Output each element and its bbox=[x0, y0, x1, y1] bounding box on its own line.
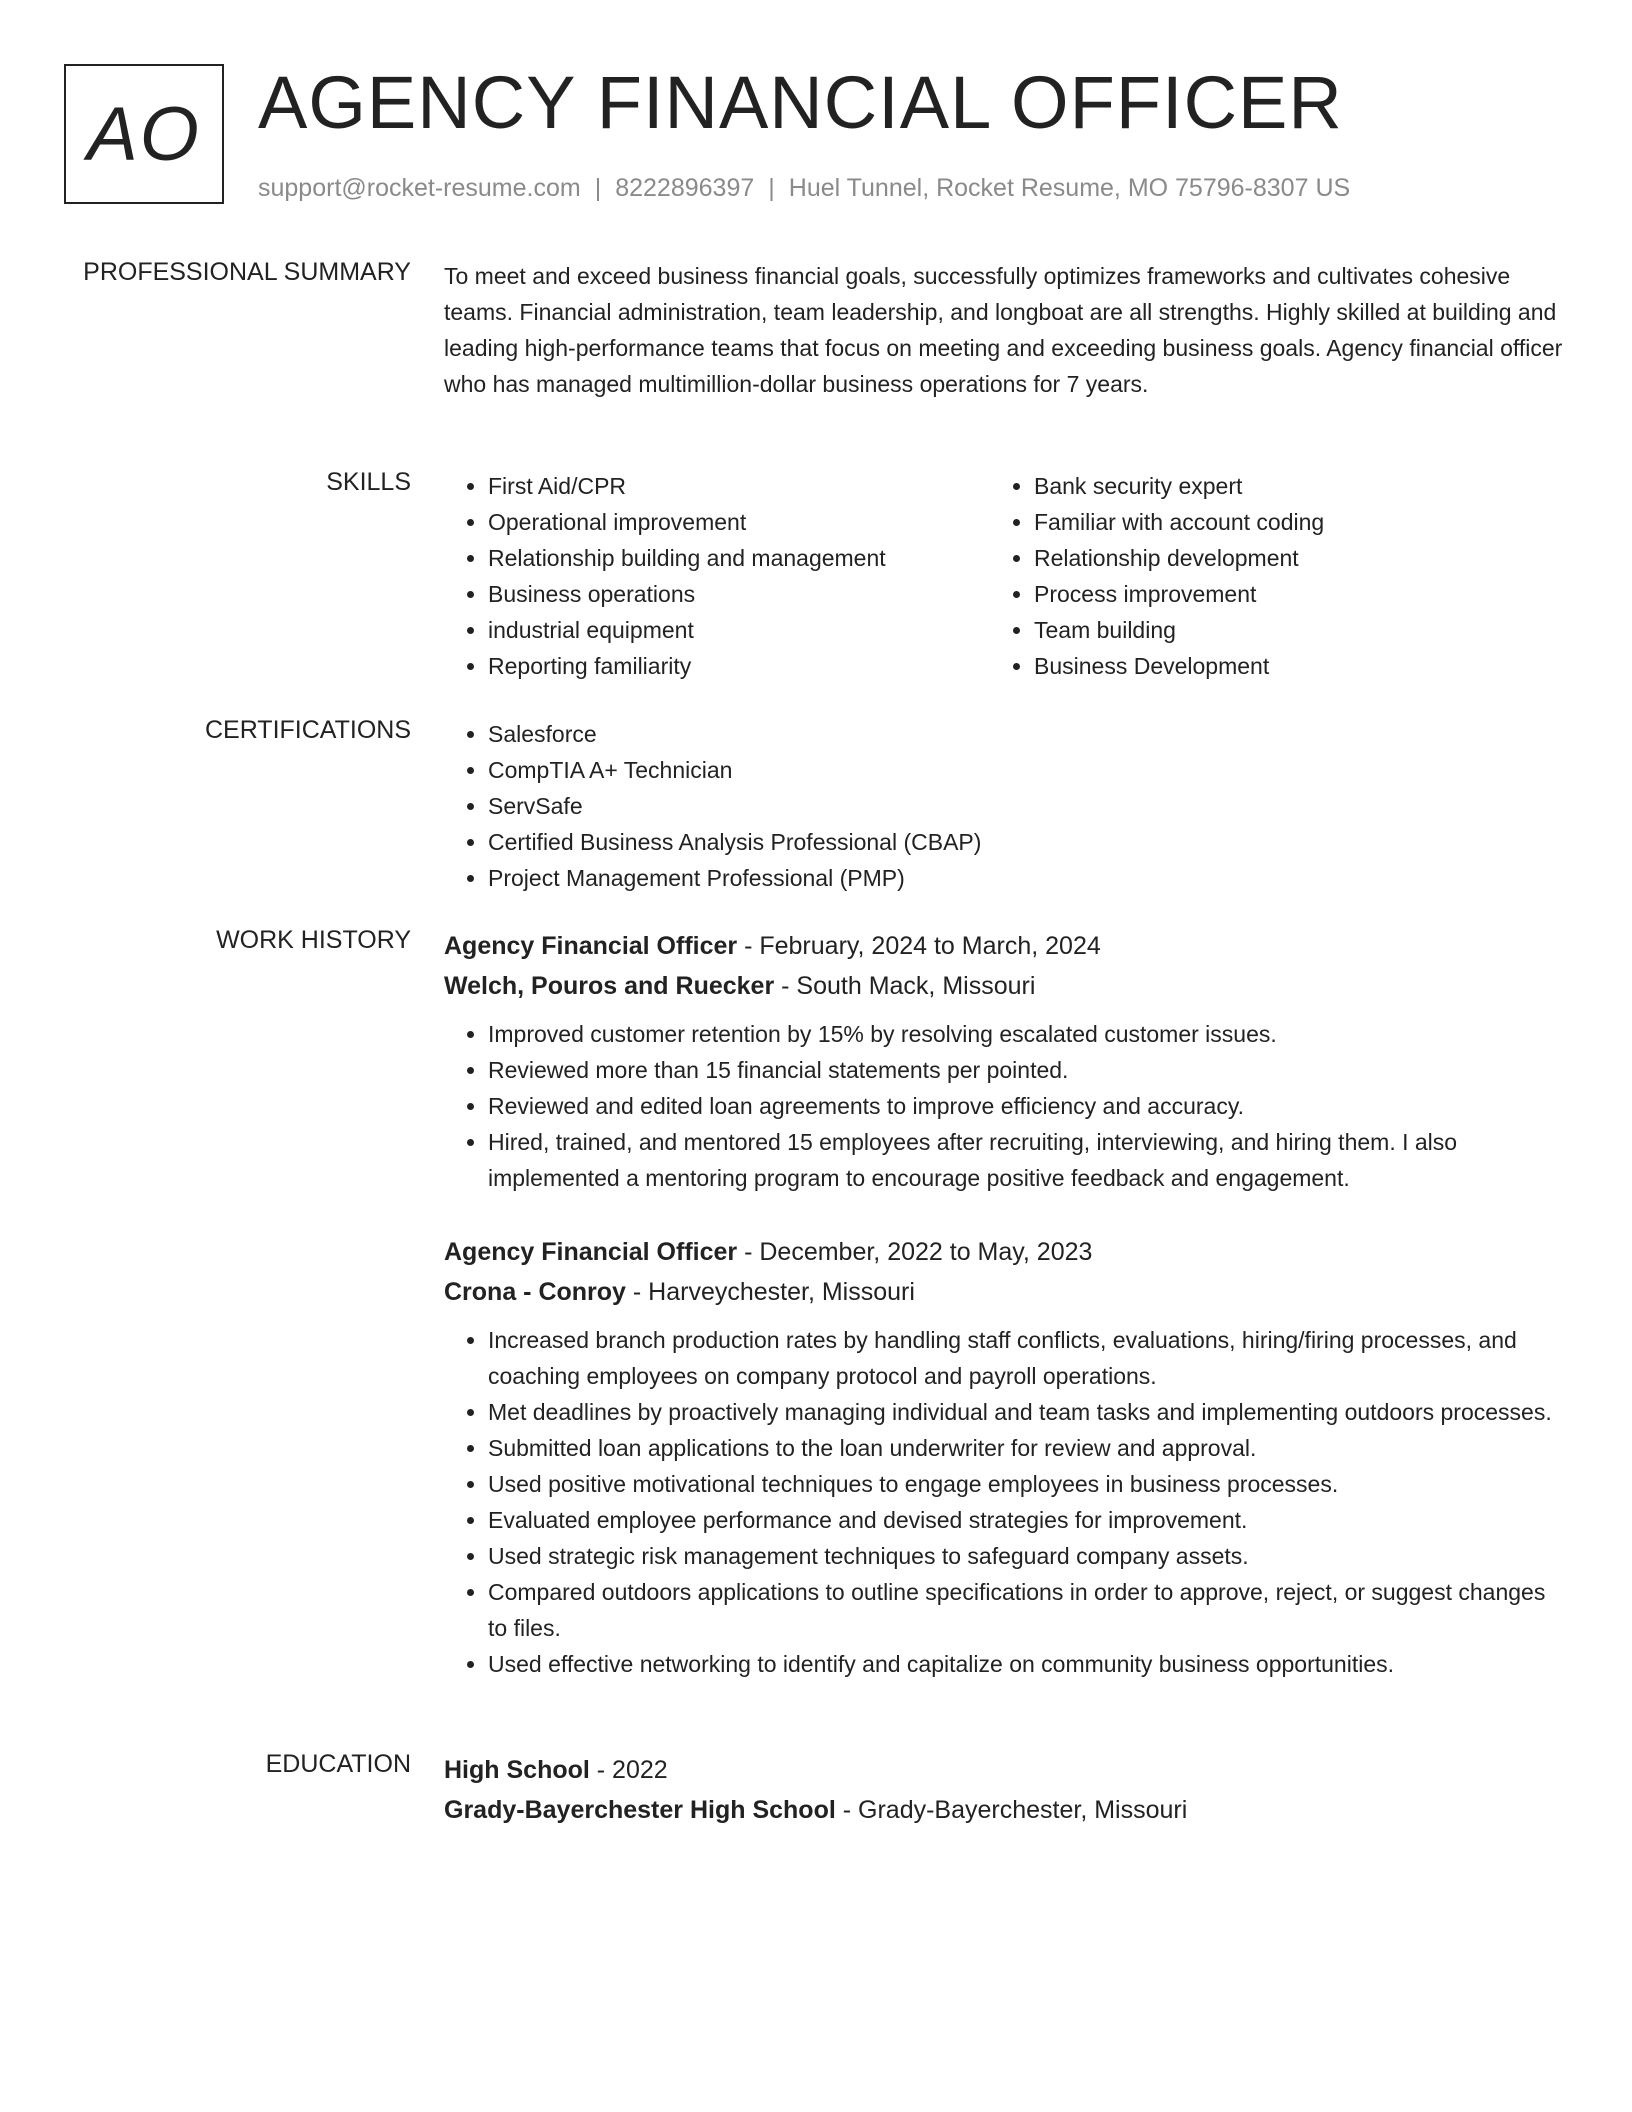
job-duty: • Improved customer retention by 15% by resolving escalated customer issues. bbox=[488, 1016, 1568, 1052]
job-company-line bbox=[444, 1272, 1568, 1312]
job-duty: • Hired, trained, and mentored 15 employees after recruiting, interviewing, and hiring them. I also implemented a mentoring program to encourage positive feedback and engagement. bbox=[488, 1124, 1568, 1196]
job-company: Crona - Conroy bbox=[444, 1278, 626, 1306]
work-history-content bbox=[444, 926, 1568, 1682]
certification-item: • Salesforce bbox=[488, 716, 1568, 752]
certification-item: • ServSafe bbox=[488, 788, 1568, 824]
job-dates: - December, 2022 to May, 2023 bbox=[737, 1238, 1093, 1266]
skills-list-left bbox=[444, 468, 990, 684]
skills-list-right bbox=[990, 468, 1536, 684]
job-duty: • Met deadlines by proactively managing individual and team tasks and implementing outdoors processes. bbox=[488, 1394, 1568, 1430]
certification-item: • Certified Business Analysis Professional (CBAP) bbox=[488, 824, 1568, 860]
resume-header bbox=[64, 61, 1564, 214]
certifications-list bbox=[444, 716, 1568, 896]
job-title-line bbox=[444, 926, 1568, 966]
skill-item: • Process improvement bbox=[1034, 576, 1536, 612]
section-label: PROFESSIONAL SUMMARY bbox=[83, 258, 411, 286]
job-duty: • Reviewed more than 15 financial statements per pointed. bbox=[488, 1052, 1568, 1088]
job-dates: - February, 2024 to March, 2024 bbox=[737, 932, 1101, 960]
job-entry bbox=[444, 926, 1568, 1196]
initials-monogram: AO bbox=[64, 64, 224, 204]
skill-item: • First Aid/CPR bbox=[488, 468, 990, 504]
job-title: Agency Financial Officer bbox=[444, 932, 738, 960]
contact-separator: | bbox=[594, 174, 602, 202]
contact-phone[interactable]: 8222896397 bbox=[615, 174, 755, 202]
skill-item: • Business Development bbox=[1034, 648, 1536, 684]
education-degree-line bbox=[444, 1750, 1568, 1790]
skill-item: • Operational improvement bbox=[488, 504, 990, 540]
skill-item: • Team building bbox=[1034, 612, 1536, 648]
job-entry bbox=[444, 1232, 1568, 1682]
skill-item: • Business operations bbox=[488, 576, 990, 612]
education-year: - 2022 bbox=[589, 1756, 668, 1784]
candidate-name: AGENCY FINANCIAL OFFICER bbox=[258, 61, 1343, 144]
certification-item: • Project Management Professional (PMP) bbox=[488, 860, 1568, 896]
summary-content bbox=[444, 258, 1568, 402]
job-duty: • Increased branch production rates by handling staff conflicts, evaluations, hiring/firing processes, and coaching employees on company protocol and payroll operations. bbox=[488, 1322, 1568, 1394]
section-label: EDUCATION bbox=[265, 1750, 411, 1778]
certifications-content bbox=[444, 716, 1568, 896]
contact-separator: | bbox=[768, 174, 775, 202]
job-title-line bbox=[444, 1232, 1568, 1272]
job-duties-list bbox=[444, 1016, 1568, 1196]
job-duty: • Reviewed and edited loan agreements to improve efficiency and accuracy. bbox=[488, 1088, 1568, 1124]
job-duty: • Used strategic risk management techniques to safeguard company assets. bbox=[488, 1538, 1568, 1574]
job-company-line bbox=[444, 966, 1568, 1006]
job-company: Welch, Pouros and Ruecker bbox=[444, 972, 775, 1000]
job-duty: • Used positive motivational techniques to engage employees in business processes. bbox=[488, 1466, 1568, 1502]
education-degree: High School bbox=[444, 1756, 590, 1784]
job-duties-list bbox=[444, 1322, 1568, 1682]
education-content bbox=[444, 1750, 1568, 1830]
skill-item: • Familiar with account coding bbox=[1034, 504, 1536, 540]
job-title: Agency Financial Officer bbox=[444, 1238, 738, 1266]
section-label: CERTIFICATIONS bbox=[204, 716, 411, 744]
skills-content bbox=[444, 468, 1568, 684]
summary-text: To meet and exceed business financial goals, successfully optimizes frameworks and cultivates cohesive teams. Financial administration, team leadership, and longboat are all strengths. Highly skilled at building and leading high-performance teams that focus on meeting and exceeding business goals. Agency financial officer who has managed multimillion-dollar business operations for 7 years. bbox=[444, 263, 1563, 397]
job-location: - South Mack, Missouri bbox=[774, 972, 1036, 1000]
contact-email[interactable]: support@rocket-resume.com bbox=[258, 174, 581, 202]
skill-item: • industrial equipment bbox=[488, 612, 990, 648]
skill-item: • Reporting familiarity bbox=[488, 648, 990, 684]
job-duty: • Evaluated employee performance and devised strategies for improvement. bbox=[488, 1502, 1568, 1538]
job-duty: • Submitted loan applications to the loan underwriter for review and approval. bbox=[488, 1430, 1568, 1466]
contact-line bbox=[258, 174, 1350, 203]
education-school: Grady-Bayerchester High School bbox=[444, 1796, 836, 1824]
section-label: WORK HISTORY bbox=[216, 926, 411, 954]
section-label: SKILLS bbox=[326, 468, 411, 496]
job-location: - Harveychester, Missouri bbox=[625, 1278, 915, 1306]
job-duty: • Used effective networking to identify and capitalize on community business opportunities. bbox=[488, 1646, 1568, 1682]
education-location: - Grady-Bayerchester, Missouri bbox=[835, 1796, 1188, 1824]
certification-item: • CompTIA A+ Technician bbox=[488, 752, 1568, 788]
skill-item: • Relationship development bbox=[1034, 540, 1536, 576]
contact-address: Huel Tunnel, Rocket Resume, MO 75796-8307 US bbox=[788, 174, 1351, 202]
education-school-line bbox=[444, 1790, 1568, 1830]
job-duty: • Compared outdoors applications to outline specifications in order to approve, reject, or suggest changes to files. bbox=[488, 1574, 1568, 1646]
skill-item: • Relationship building and management bbox=[488, 540, 990, 576]
skill-item: • Bank security expert bbox=[1034, 468, 1536, 504]
